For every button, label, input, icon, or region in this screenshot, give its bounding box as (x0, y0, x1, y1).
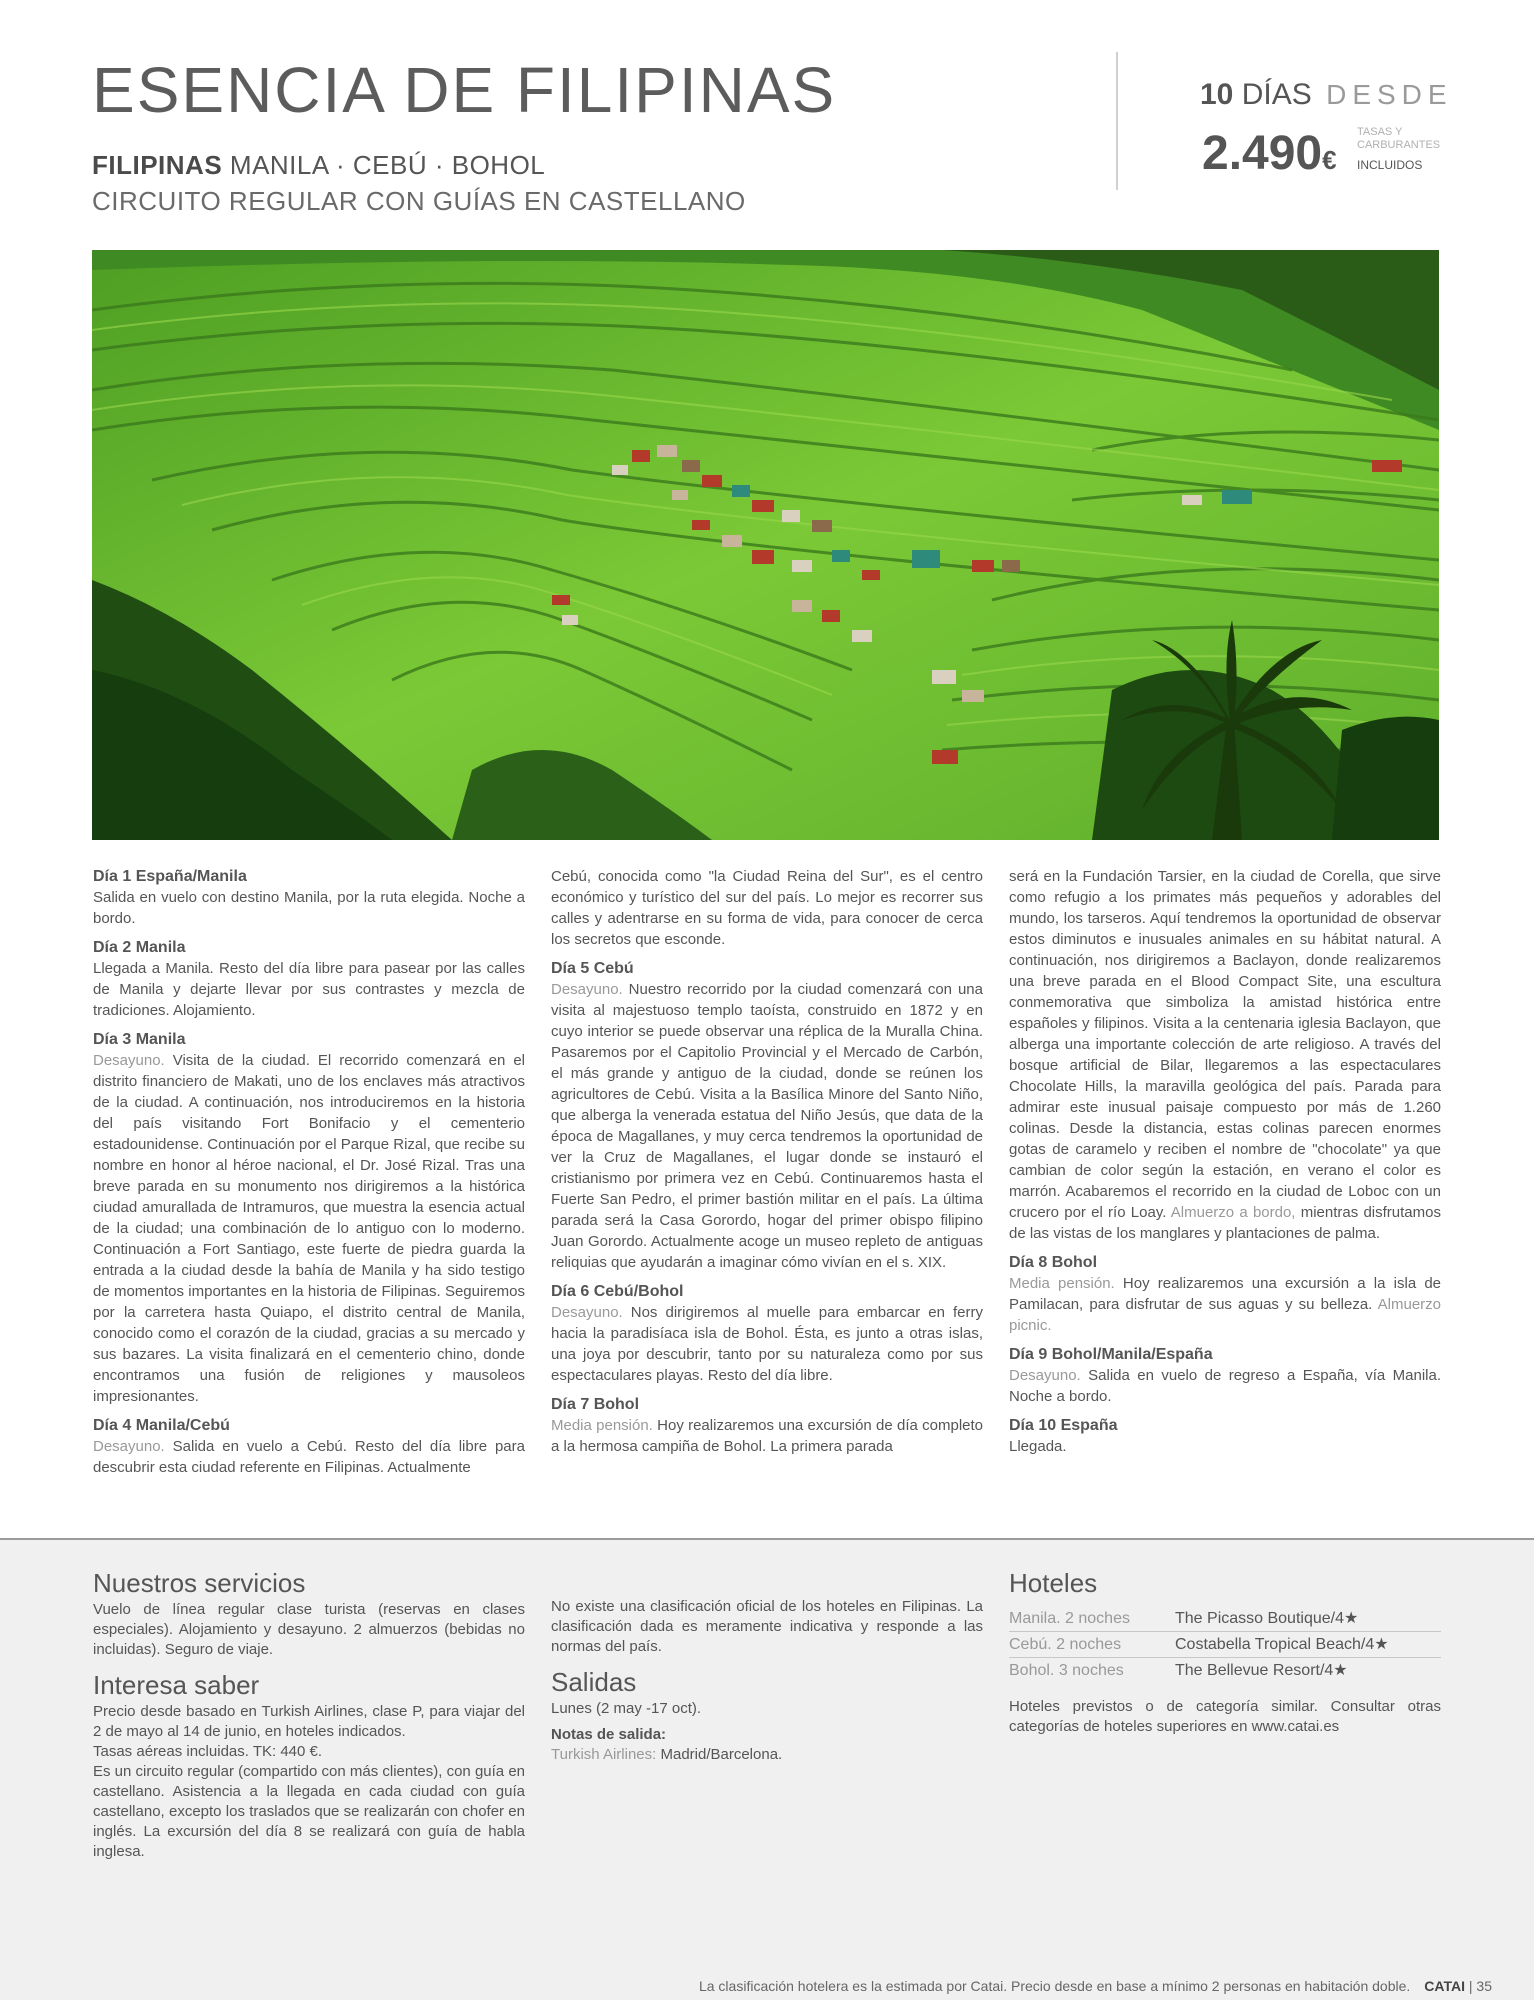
day-6-text: Nos dirigiremos al muelle para embarcar en ferry hacia la paradisíaca isla de Bohol. Ésta, es junto a otras islas, una joya por descubrir, tanto por su naturaleza como por sus espectaculares playas. Resto del día libre. (551, 1304, 983, 1384)
day-6-paragraph (551, 1302, 983, 1386)
hotel-name: The Bellevue Resort/4★ (1175, 1661, 1348, 1679)
departure-notes-title: Notas de salida: (551, 1726, 667, 1743)
hotels-block (1009, 1568, 1441, 1737)
day-2-title: Día 2 Manila (93, 939, 186, 956)
services-text: Vuelo de línea regular clase turista (reservas en clases especiales). Alojamiento y desayuno. 2 almuerzos (bebidas no incluidas). Seguro de viaje. (93, 1601, 525, 1658)
day-8-paragraph (1009, 1273, 1441, 1336)
day-9-paragraph (1009, 1365, 1441, 1407)
hotel-row (1009, 1658, 1441, 1683)
departures-dates: Lunes (2 may -17 oct). (551, 1700, 702, 1717)
footer-note: La clasificación hotelera es la estimada por Catai. Precio desde en base a mínimo 2 personas en habitación doble. (698, 1978, 1411, 1994)
info-taxes: Tasas aéreas incluidas. TK: 440 €. (93, 1743, 323, 1760)
day-4-paragraph (93, 1436, 525, 1478)
day-3-title: Día 3 Manila (93, 1031, 186, 1048)
departure-airline: Turkish Airlines: (551, 1746, 657, 1763)
price (1202, 126, 1337, 181)
info-circuit: Es un circuito regular (compartido con más clientes), con guía en castellano. Asistencia a la llegada en cada ciudad con guía castellano, excepto los traslados que se realizarán con chofer en inglés. La excursión del día 8 se realizará con guía de habla inglesa. (93, 1763, 525, 1860)
hotel-city: Bohol. 3 noches (1009, 1661, 1124, 1679)
taxes-note: TASAS Y CARBURANTES (1357, 126, 1441, 151)
day-5-paragraph (551, 979, 983, 1273)
departure-cities: Madrid/Barcelona. (656, 1746, 783, 1763)
rice-terraces-photo (92, 250, 1439, 840)
day-4-continued: Cebú, conocida como "la Ciudad Reina del Sur", es el centro económico y turístico del sur del país. Lo mejor es recorrer sus calles y adentrarse en su forma de vida, para conocer de cerca los secretos que esconde. (551, 868, 983, 948)
info-band-rule (0, 1538, 1534, 1540)
day-4-title: Día 4 Manila/Cebú (93, 1417, 230, 1434)
classification-text: No existe una clasificación oficial de los hoteles en Filipinas. La clasificación dada es meramente indicativa y responde a las normas del país. (551, 1598, 983, 1655)
day-3-meal: Desayuno. (93, 1052, 165, 1069)
hotel-name: The Picasso Boutique/4★ (1175, 1609, 1359, 1627)
price-currency: € (1322, 145, 1337, 175)
day-8-text: Hoy realizaremos una excursión a la isla de Pamilacan, para disfrutar de sus aguas y su belleza. (1009, 1275, 1442, 1313)
day-1-title: Día 1 España/Manila (93, 868, 247, 885)
day-7-paragraph (551, 1415, 983, 1457)
hotel-city: Manila. 2 noches (1009, 1609, 1130, 1627)
day-3-paragraph (93, 1050, 525, 1407)
itinerary-column-1 (93, 866, 525, 1486)
included-label: INCLUIDOS (1357, 158, 1423, 172)
from-label: DESDE (1326, 79, 1453, 110)
day-2-text: Llegada a Manila. Resto del día libre para pasear por las calles de Manila y dejarte llevar por sus contrastes y mezcla de tradiciones. Alojamiento. (93, 960, 525, 1019)
hotels-note: Hoteles previstos o de categoría similar. Consultar otras categorías de hoteles superiores en www.catai.es (1009, 1698, 1441, 1735)
info-title: Interesa saber (93, 1670, 260, 1700)
services-title: Nuestros servicios (93, 1568, 306, 1598)
hotel-city: Cebú. 2 noches (1009, 1635, 1122, 1653)
day-7-text: Hoy realizaremos una excursión de día completo a la hermosa campiña de Bohol. La primera parada (551, 1417, 983, 1455)
day-6-meal: Desayuno. (551, 1304, 623, 1321)
page-number: | 35 (1468, 1978, 1492, 1994)
day-10-title: Día 10 España (1009, 1417, 1118, 1434)
day-8-meal: Media pensión. (1009, 1275, 1115, 1292)
day-6-title: Día 6 Cebú/Bohol (551, 1283, 684, 1300)
page-footer (699, 1978, 1492, 1994)
day-4-meal: Desayuno. (93, 1438, 165, 1455)
hotels-title: Hoteles (1009, 1568, 1098, 1598)
brand-logo: CATAI (1424, 1978, 1465, 1994)
duration (1200, 78, 1453, 112)
day-1-text: Salida en vuelo con destino Manila, por la ruta elegida. Noche a bordo. (93, 889, 525, 927)
days-label: DÍAS (1241, 78, 1312, 111)
circuit-type: CIRCUITO REGULAR CON GUÍAS EN CASTELLANO (92, 186, 746, 216)
country: FILIPINAS (92, 150, 223, 180)
day-7-meal: Media pensión. (551, 1417, 653, 1434)
day-9-text: Salida en vuelo de regreso a España, vía Manila. Noche a bordo. (1009, 1367, 1441, 1405)
itinerary-column-3 (1009, 866, 1441, 1465)
day-7-lunch: Almuerzo a bordo, (1170, 1204, 1296, 1221)
hotel-name: Costabella Tropical Beach/4★ (1175, 1635, 1389, 1653)
hotel-row (1009, 1606, 1441, 1632)
hotels-table (1009, 1606, 1441, 1683)
day-5-meal: Desayuno. (551, 981, 623, 998)
day-5-text: Nuestro recorrido por la ciudad comenzará con una visita al majestuoso templo taoísta, construido en 1872 y en cuyo interior se puede observar una réplica de la Muralla China. Pasaremos por el Capitolio Provincial y el Mercado de Carbón, el más grande y antiguo de la ciudad, donde se reúnen los agricultores de Cebú. Visita a la Basílica Minore del Santo Niño, que alberga la venerada estatua del Niño Jesús, que data de la época de Magallanes, y muy cerca tendremos la oportunidad de ver la Cruz de Magallanes, el lugar donde se instauró el cristianismo por primera vez en Cebú. Continuaremos hasta el Fuerte San Pedro, el primer bastión militar en el país. La última parada será la Casa Gorordo, hogar del primer obispo filipino Juan Gorordo. Actualmente acoge un museo repleto de antiguas reliquias que ayudarán a imaginar cómo vivían en el s. XIX. (551, 981, 983, 1271)
day-10-text: Llegada. (1009, 1438, 1067, 1455)
days-number: 10 (1200, 78, 1234, 111)
services-block (93, 1568, 525, 1862)
price-value: 2.490 (1202, 127, 1323, 180)
day-5-title: Día 5 Cebú (551, 960, 634, 977)
info-text: Precio desde basado en Turkish Airlines, clase P, para viajar del 2 de mayo al 14 de junio, en hoteles indicados. (93, 1703, 525, 1740)
day-3-text: Visita de la ciudad. El recorrido comenzará en el distrito financiero de Makati, uno de los enclaves más atractivos de la ciudad. A continuación, nos introduciremos en la historia del país visitando Fort Bonifacio y el cementerio estadounidense. Continuación por el Parque Rizal, que recibe su nombre en honor al héroe nacional, el Dr. José Rizal. Tras una breve parada en su monumento nos dirigiremos a la histórica ciudad amurallada de Intramuros, que muestra la esencia actual de la ciudad; una combinación de lo antiguo con lo moderno. Continuación a Fort Santiago, este fuerte de piedra guarda la entrada a la ciudad desde la bahía de Manila y ha sido testigo de momentos importantes en la historia de Filipinas. Seguiremos por la carretera hasta Quiapo, el distrito central de Manila, conocido como el corazón de la ciudad, gracias a su mercado y sus bazares. La visita finalizará en el cementerio chino, donde encontramos una fusión de religiones y mausoleos impresionantes. (93, 1052, 525, 1405)
hotel-row (1009, 1632, 1441, 1658)
departures-title: Salidas (551, 1667, 637, 1697)
day-9-meal: Desayuno. (1009, 1367, 1081, 1384)
itinerary-column-2 (551, 866, 983, 1465)
day-9-title: Día 9 Bohol/Manila/España (1009, 1346, 1213, 1363)
day-7-title: Día 7 Bohol (551, 1396, 640, 1413)
departure-notes (551, 1745, 983, 1765)
day-8-lunch: Almuerzo picnic. (1009, 1296, 1441, 1334)
cities: MANILA · CEBÚ · BOHOL (229, 150, 546, 180)
day-7-cont-text: será en la Fundación Tarsier, en la ciudad de Corella, que sirve como refugio a los primates más pequeños y adorables del mundo, los tarseros. Aquí tendremos la oportunidad de observar estos diminutos e inusuales animales en su hábitat natural. A continuación, nos dirigiremos a Baclayon, donde realizaremos una breve parada en el Blood Compact Site, una escultura conmemorativa que simboliza la amistad histórica entre españoles y filipinos. Visita a la centenaria iglesia Baclayon, que alberga una importante colección de arte religioso. A través del bosque artificial de Bilar, llegaremos a las espectaculares Chocolate Hills, la maravilla geológica del país. Parada para admirar este inusual paisaje compuesto por más de 1.260 colinas. Desde la distancia, estas colinas parecen enormes gotas de caramelo y reciben el nombre de "chocolate" ya que cambian de color según la estación, en verano el color es marrón. Acabaremos el recorrido en la ciudad de Loboc con un crucero por el río Loay. (1009, 868, 1441, 1221)
destinations (92, 150, 545, 181)
header-divider (1116, 52, 1118, 190)
day-7-end: mientras disfrutamos de las vistas de los manglares y plantaciones de palma. (1009, 1204, 1441, 1242)
day-8-title: Día 8 Bohol (1009, 1254, 1098, 1271)
day-4-text: Salida en vuelo a Cebú. Resto del día libre para descubrir esta ciudad referente en Filipinas. Actualmente (93, 1438, 525, 1476)
classification-block (551, 1597, 983, 1765)
day-7-continued (1009, 866, 1441, 1244)
page-title: ESENCIA DE FILIPINAS (92, 54, 837, 126)
